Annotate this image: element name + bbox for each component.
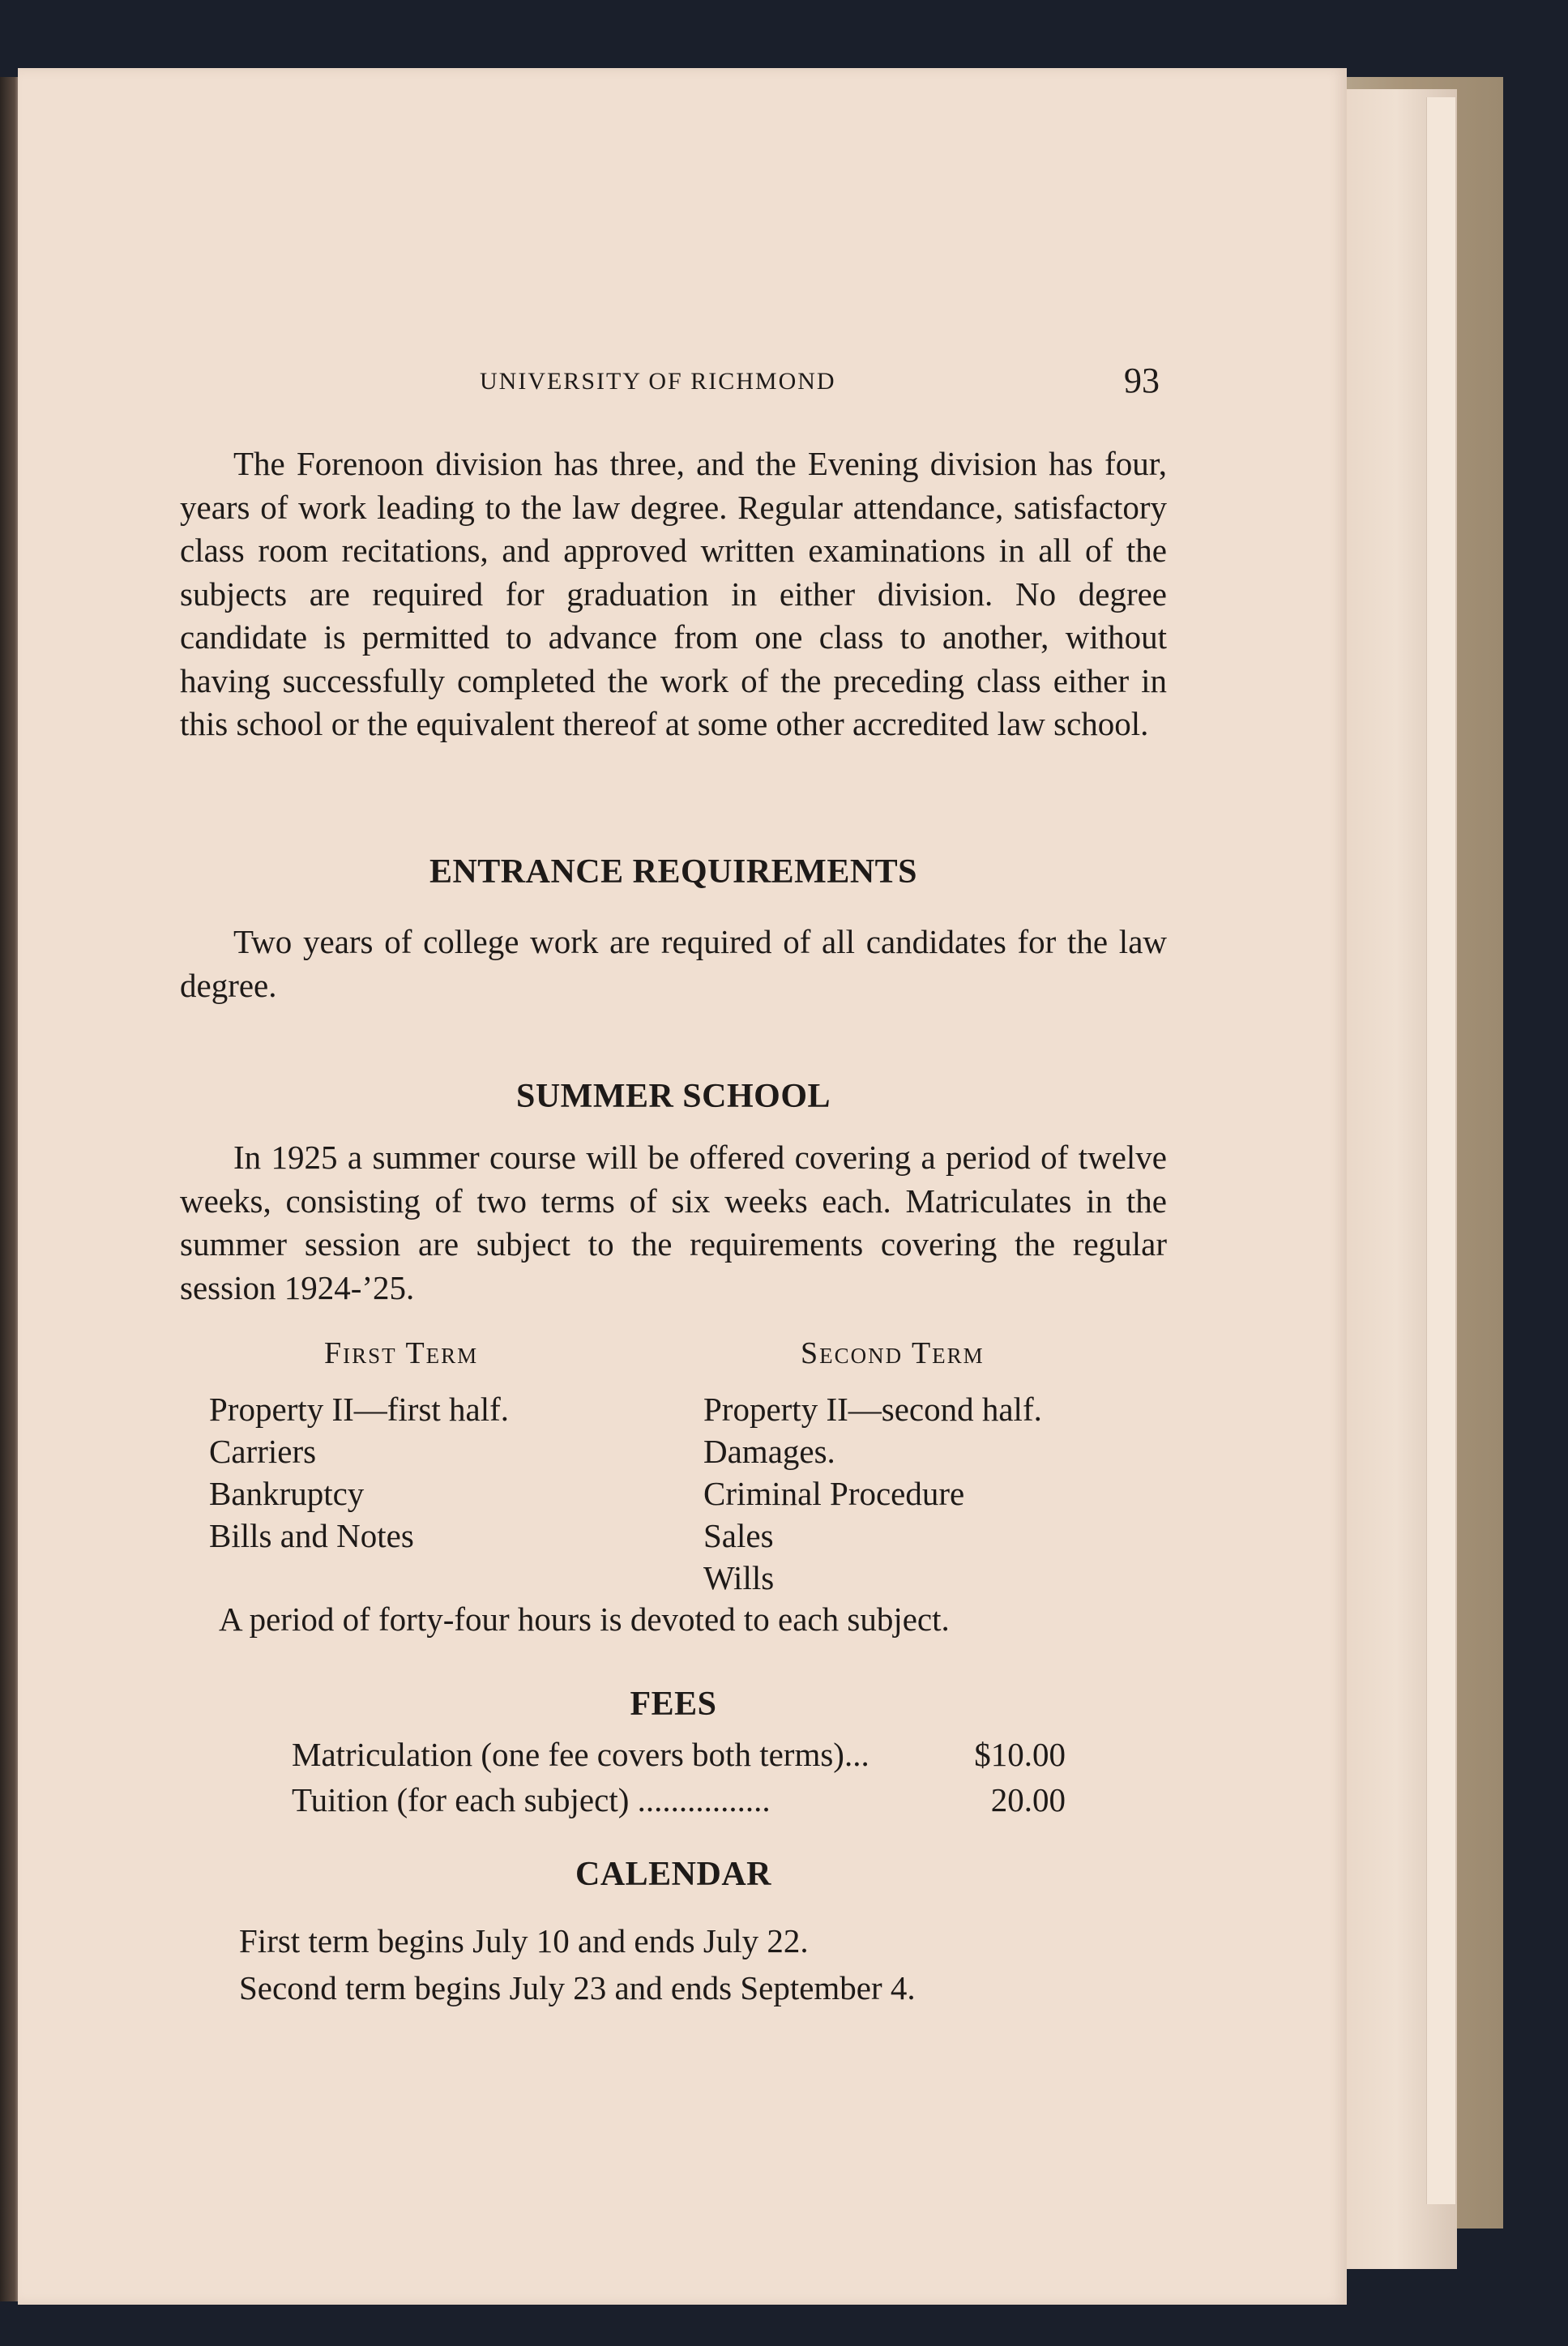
course-item: Damages. [703, 1433, 835, 1470]
page-stack-edge-inner [1426, 97, 1455, 2204]
fee-row [292, 1732, 1066, 1777]
first-term-heading: First Term [324, 1336, 479, 1370]
entrance-heading: ENTRANCE REQUIREMENTS [429, 853, 918, 891]
fees-table [292, 1732, 1066, 1823]
course-item: Wills [703, 1559, 775, 1596]
hours-note: A period of forty-four hours is devoted to each subject. [219, 1600, 950, 1638]
page-number: 93 [1124, 361, 1160, 400]
calendar-list [239, 1917, 916, 2011]
course-item: Property II—second half. [703, 1391, 1042, 1428]
summer-heading: SUMMER SCHOOL [515, 1078, 831, 1115]
course-item: Criminal Procedure [703, 1475, 965, 1512]
second-term-course-list [703, 1388, 1042, 1599]
intro-paragraph: The Forenoon division has three, and the Evening division has four, years of work leading to the law degree. Regular attendance, satisfactory class room recitations, and approved written examinations in all of the subjects are required for graduation in either division. No degree candidate is permitted to advance from one class to another, without having successfully completed the work of the preceding class either in this school or the equivalent thereof at some other accredited law school. [180, 445, 1167, 742]
second-term-heading: Second Term [801, 1336, 985, 1370]
fee-amount: $10.00 [974, 1736, 1066, 1773]
fees-heading: FEES [630, 1686, 717, 1723]
calendar-heading: CALENDAR [575, 1856, 771, 1893]
first-term-course-list [209, 1388, 509, 1557]
fee-label: Matriculation (one fee covers both terms)... [292, 1736, 869, 1773]
fee-label: Tuition (for each subject) ................ [292, 1781, 771, 1818]
running-title: UNIVERSITY OF RICHMOND [480, 368, 836, 395]
calendar-line: First term begins July 10 and ends July 22. [239, 1922, 809, 1959]
fee-amount: 20.00 [990, 1781, 1066, 1818]
course-item: Bills and Notes [209, 1517, 414, 1554]
summer-paragraph: In 1925 a summer course will be offered covering a period of twelve weeks, consisting of two terms of six weeks each. Matriculates in the summer session are subject to the requirements covering the regular session 1924-’25. [180, 1139, 1167, 1306]
course-item: Carriers [209, 1433, 317, 1470]
course-item: Bankruptcy [209, 1475, 365, 1512]
course-item: Sales [703, 1517, 774, 1554]
book-page [18, 68, 1347, 2305]
calendar-line: Second term begins July 23 and ends September 4. [239, 1969, 916, 2006]
entrance-paragraph: Two years of college work are required of all candidates for the law degree. [180, 923, 1167, 1004]
course-item: Property II—first half. [209, 1391, 510, 1428]
fee-row [292, 1777, 1066, 1823]
